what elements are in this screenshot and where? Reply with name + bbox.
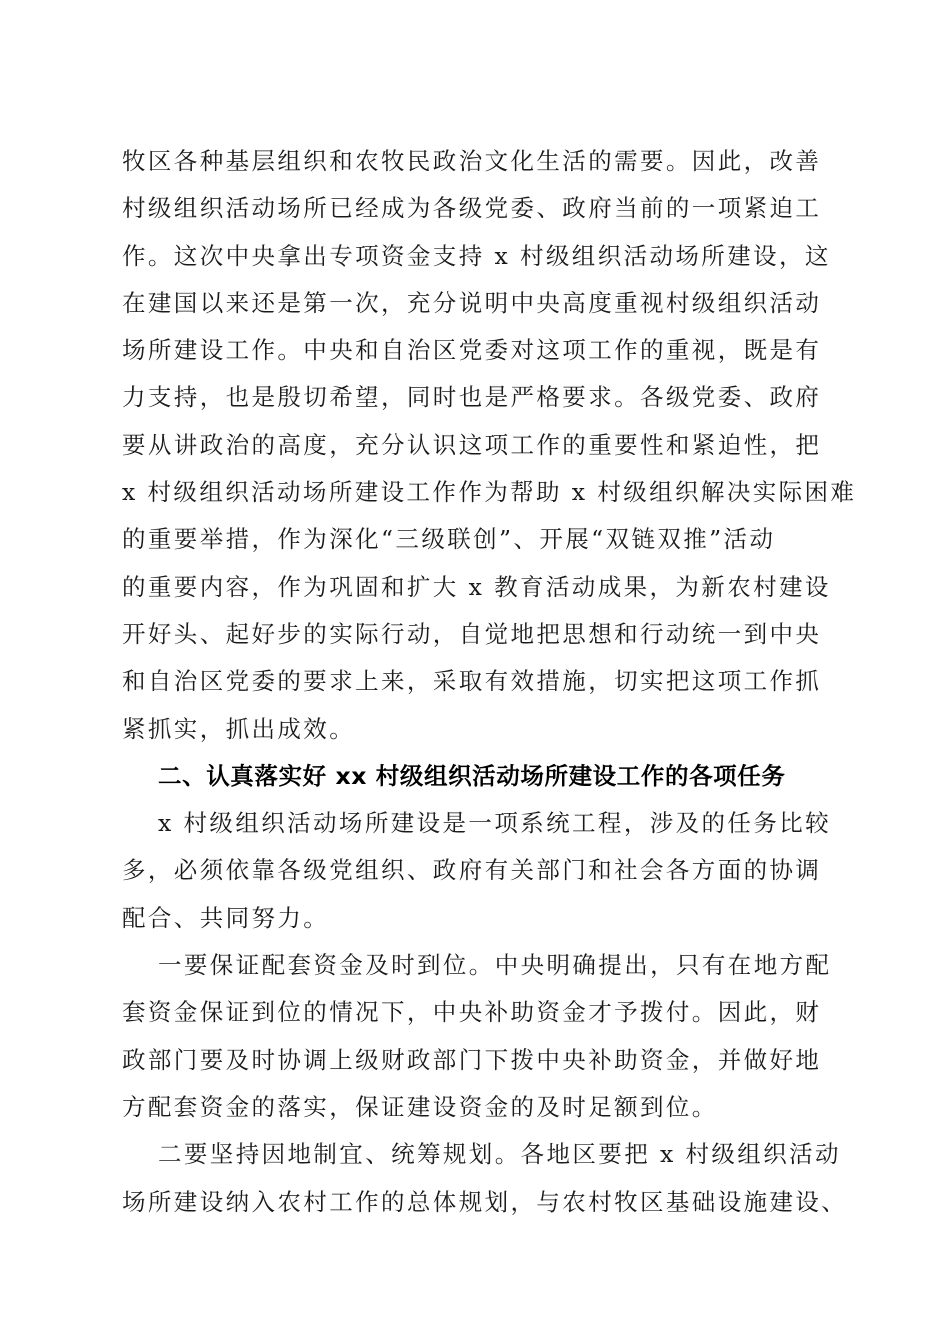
- text-line: 配合、共同努力。: [122, 903, 330, 932]
- text-line: 的重要举措，作为深化“三级联创”、开展“双链双推”活动: [122, 525, 776, 554]
- text-line: 牧区各种基层组织和农牧民政治文化生活的需要。因此，改善: [122, 147, 822, 175]
- text-line: 二要坚持因地制宜、统筹规划。各地区要把 x 村级组织活动: [158, 1140, 841, 1169]
- paragraph-3: [122, 942, 832, 1131]
- text-line: 场所建设工作。中央和自治区党委对这项工作的重视，既是有: [122, 336, 822, 365]
- text-line: 政部门要及时协调上级财政部门下拨中央补助资金，并做好地: [122, 1045, 822, 1074]
- text-line: 套资金保证到位的情况下，中央补助资金才予拨付。因此，财: [122, 998, 822, 1027]
- text-line: 要从讲政治的高度，充分认识这项工作的重要性和紧迫性，把: [122, 430, 822, 459]
- section-heading-2: 二、认真落实好 xx 村级组织活动场所建设工作的各项任务: [158, 761, 786, 790]
- text-line: 一要保证配套资金及时到位。中央明确提出，只有在地方配: [158, 951, 832, 980]
- text-line: 作。这次中央拿出专项资金支持 x 村级组织活动场所建设，这: [122, 241, 831, 270]
- text-line: 场所建设纳入农村工作的总体规划，与农村牧区基础设施建设、: [122, 1187, 848, 1216]
- text-line: x 村级组织活动场所建设工作作为帮助 x 村级组织解决实际困难: [122, 478, 857, 507]
- paragraph-1: [122, 138, 857, 753]
- text-line: 的重要内容，作为巩固和扩大 x 教育活动成果，为新农村建设: [122, 572, 831, 601]
- text-line: 在建国以来还是第一次，充分说明中央高度重视村级组织活动: [122, 288, 822, 317]
- document-body: [122, 138, 857, 1226]
- text-line: 力支持，也是殷切希望，同时也是严格要求。各级党委、政府: [122, 383, 822, 412]
- text-line: x 村级组织活动场所建设是一项系统工程，涉及的任务比较: [158, 809, 832, 838]
- text-line: 和自治区党委的要求上来，采取有效措施，切实把这项工作抓: [122, 667, 822, 696]
- text-line: 方配套资金的落实，保证建设资金的及时足额到位。: [122, 1092, 718, 1121]
- paragraph-2: [122, 800, 832, 942]
- text-line: 开好头、起好步的实际行动，自觉地把思想和行动统一到中央: [122, 619, 822, 648]
- text-line: 多，必须依靠各级党组织、政府有关部门和社会各方面的协调: [122, 856, 822, 885]
- text-line: 紧抓实，抓出成效。: [122, 714, 356, 743]
- text-line: 村级组织活动场所已经成为各级党委、政府当前的一项紧迫工: [122, 194, 822, 223]
- paragraph-4: [122, 1131, 848, 1226]
